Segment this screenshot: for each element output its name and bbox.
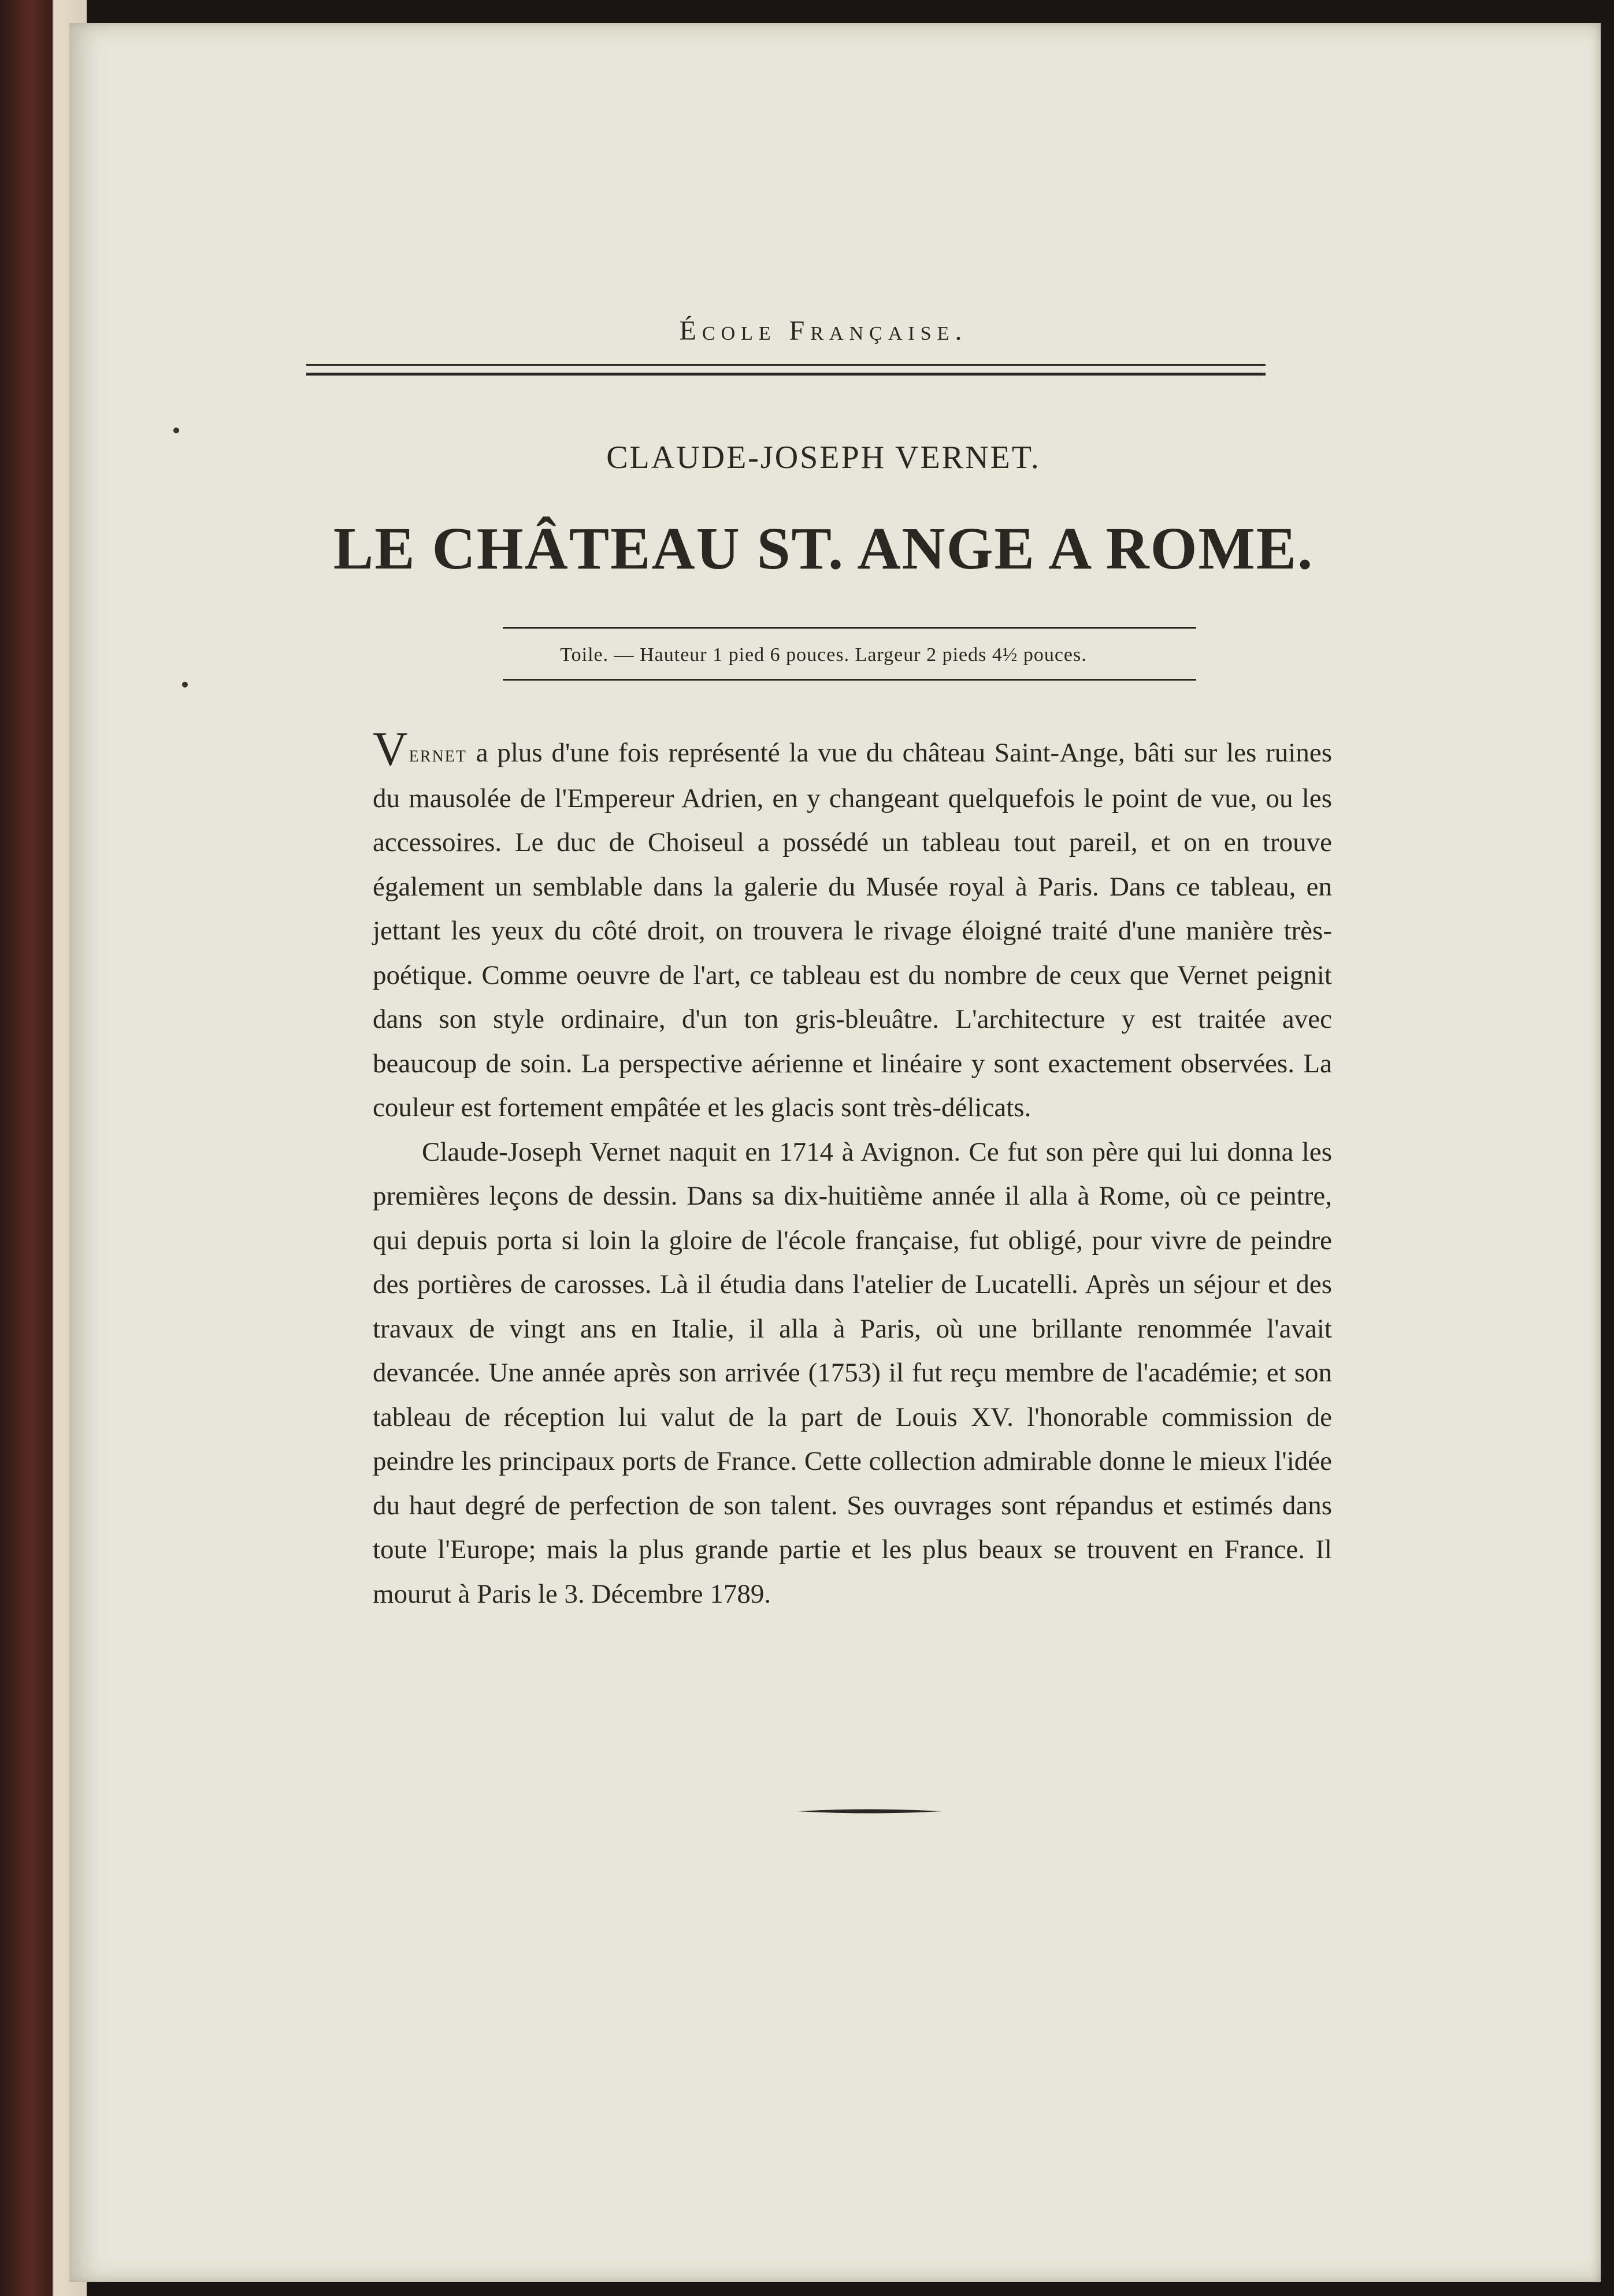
- spec-rule-top: [503, 627, 1196, 629]
- canvas-dimensions: Toile. — Hauteur 1 pied 6 pouces. Largeur 2 pieds 4½ pouces.: [560, 644, 1087, 666]
- ink-speck: [173, 428, 179, 433]
- painting-title: LE CHÂTEAU ST. ANGE A ROME.: [333, 515, 1314, 582]
- initial-small-caps: ernet: [409, 741, 467, 767]
- body-text: [373, 722, 1332, 1616]
- school-heading: École Française.: [679, 315, 968, 346]
- artist-name: CLAUDE-JOSEPH VERNET.: [606, 440, 1041, 475]
- drop-initial: V: [373, 722, 408, 776]
- paragraph-1: [373, 722, 1332, 1130]
- paragraph-2: Claude-Joseph Vernet naquit en 1714 à Avignon. Ce fut son père qui lui donna les premières leçons de dessin. Dans sa dix-huitième année il alla à Rome, où ce peintre, qui depuis porta si loin la gloire de l'école française, fut obligé, pour vivre de peindre des portières de carosses. Là il étudia dans l'atelier de Lucatelli. Après un séjour et des travaux de vingt ans en Italie, il alla à Paris, où une brillante renommée l'avait devancée. Une année après son arrivée (1753) il fut reçu membre de l'académie; et son tableau de réception lui valut de la part de Louis XV. l'honorable commission de peindre les principaux ports de France. Cette collection admirable donne le mieux l'idée du haut degré de perfection de son talent. Ses ouvrages sont répandus et estimés dans toute l'Europe; mais la plus grande partie et les plus beaux se trouvent en France. Il mourut à Paris le 3. Décembre 1789.: [373, 1136, 1332, 1609]
- ink-speck: [182, 682, 188, 688]
- closing-ornament: [797, 1807, 942, 1815]
- paragraph-1-text: a plus d'une fois représenté la vue du château Saint-Ange, bâti sur les ruines du mausolée de l'Empereur Adrien, en y changeant quelquefois le point de vue, ou les accessoires. Le duc de Choiseul a possédé un tableau tout pareil, et on en trouve également un semblable dans la galerie du Musée royal à Paris. Dans ce tableau, en jettant les yeux du côté droit, on trouvera le rivage éloigné traité d'une manière très-poétique. Comme oeuvre de l'art, ce tableau est du nombre de ceux que Vernet peignit dans son style ordinaire, d'un ton gris-bleuâtre. L'architecture y est traitée avec beaucoup de soin. La perspective aérienne et linéaire y sont exactement observées. La couleur est fortement empâtée et les glacis sont très-délicats.: [373, 738, 1332, 1123]
- spec-rule-bottom: [503, 679, 1196, 681]
- double-rule: [306, 364, 1266, 376]
- book-page: [69, 23, 1601, 2282]
